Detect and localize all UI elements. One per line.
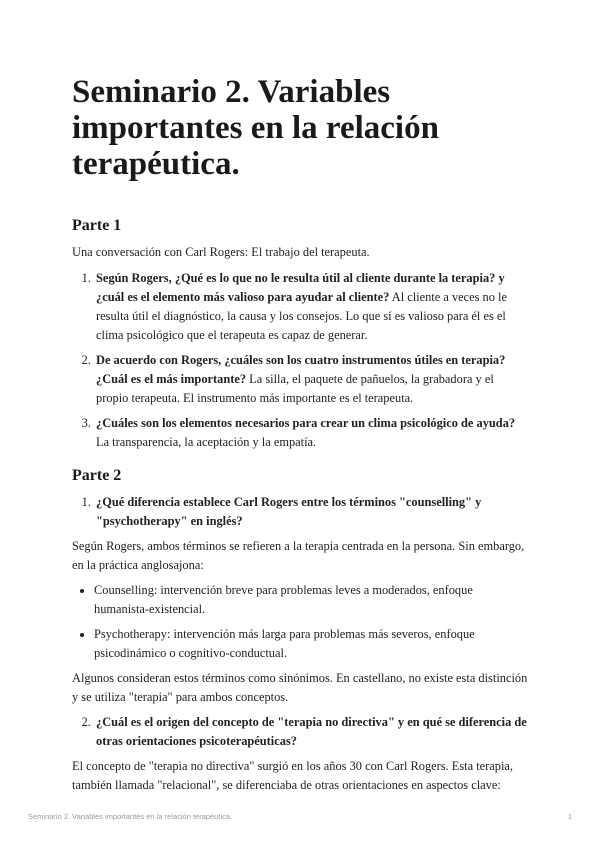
paragraph: Según Rogers, ambos términos se refieren a la terapia centrada en la persona. Sin embargo, en la práctica anglosajona: [72, 539, 525, 572]
answer-text: La silla, el paquete de pañuelos, la grabadora y el propio terapeuta. El instrumento más importante es el terapeuta. [96, 372, 494, 405]
page-footer [28, 812, 572, 821]
question-text: ¿Cuál es el origen del concepto de "terapia no directiva" y en qué se diferencia de otras orientaciones psicoterapéuticas? [96, 715, 527, 748]
question-text: Según Rogers, ¿Qué es lo que no le resulta útil al cliente durante la terapia? y ¿cuál es el elemento más valioso para ayudar al cliente? [96, 271, 505, 304]
document-title: Seminario 2. Variables importantes en la relación terapéutica. [72, 74, 439, 182]
question-text: ¿Qué diferencia establece Carl Rogers entre los términos "counselling" y "psychotherapy" en inglés? [96, 495, 482, 528]
footer-title: Seminario 2. Variables importantes en la relación terapéutica. [28, 812, 233, 821]
answer-text: Al cliente a veces no le resulta útil el diagnóstico, la causa y los consejos. Lo que sí es valioso para él es el clima psicológico que el terapeuta es capaz de generar. [96, 290, 507, 342]
bullet-list [72, 581, 528, 663]
document-page [72, 74, 528, 795]
page-number: 1 [567, 812, 572, 821]
paragraph: Algunos consideran estos términos como sinónimos. En castellano, no existe esta distinción y se utiliza "terapia" para ambos conceptos. [72, 671, 528, 704]
list-item [94, 269, 528, 345]
list-item [94, 414, 528, 452]
part2-question-list-2 [72, 713, 528, 751]
list-item [94, 351, 528, 408]
question-text: De acuerdo con Rogers, ¿cuáles son los cuatro instrumentos útiles en terapia?¿Cuál es el más importante? [96, 353, 506, 386]
bullet-item: • Counselling: intervención breve para problemas leves a moderados, enfoque humanista-existencial. [94, 581, 528, 619]
list-item [94, 493, 528, 531]
part1-question-list [72, 269, 528, 452]
bullet-item: • Psychotherapy: intervención más larga para problemas más severos, enfoque psicodinámico o cognitivo-conductual. [94, 625, 528, 663]
part1-heading: Parte 1 [72, 217, 122, 234]
list-item [94, 713, 528, 751]
answer-text: La transparencia, la aceptación y la empatía. [96, 435, 317, 449]
part1-intro: Una conversación con Carl Rogers: El trabajo del terapeuta. [72, 245, 370, 259]
question-text: ¿Cuáles son los elementos necesarios para crear un clima psicológico de ayuda? [96, 416, 516, 430]
part2-heading: Parte 2 [72, 467, 122, 484]
paragraph: El concepto de "terapia no directiva" surgió en los años 30 con Carl Rogers. Esta terapia, también llamada "relacional", se diferenciaba de otras orientaciones en aspectos clave: [72, 759, 514, 792]
part2-question-list-1 [72, 493, 528, 531]
